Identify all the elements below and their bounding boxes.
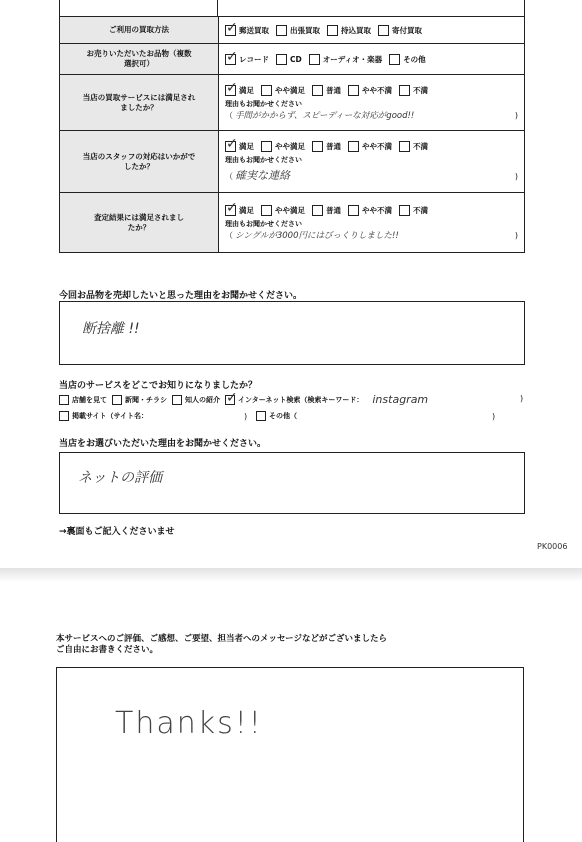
answer-cell [219, 193, 525, 253]
option-label: 普通 [326, 141, 341, 151]
option-label: 店舗を見て [72, 395, 107, 404]
option-label: 満足 [239, 205, 254, 215]
option-label: 不満 [413, 85, 428, 95]
checkbox[interactable] [261, 205, 272, 216]
option-other[interactable] [389, 54, 426, 65]
question-cell [60, 44, 219, 75]
checkbox[interactable] [225, 135, 238, 152]
reason-field[interactable] [225, 229, 518, 241]
close-paren: ) [514, 171, 518, 181]
option-label: 寄付買取 [392, 25, 422, 35]
how-found-row-1 [59, 389, 429, 406]
survey-row-purchase-method [60, 17, 525, 44]
search-keyword: instagram [372, 393, 429, 406]
options-group [225, 48, 518, 65]
checkbox[interactable] [59, 411, 69, 421]
question-text: ご利用の買取方法 [109, 25, 169, 34]
option-cd[interactable] [276, 54, 302, 65]
option-satisfied[interactable] [225, 79, 254, 96]
option-somewhat-dissatisfied[interactable] [348, 85, 392, 96]
checkbox[interactable] [348, 141, 359, 152]
option-label: 普通 [326, 85, 341, 95]
option-label: レコード [239, 54, 269, 64]
option-mochikomi[interactable] [327, 25, 371, 36]
checkbox[interactable] [312, 141, 323, 152]
checkbox[interactable] [225, 389, 238, 406]
reason-field[interactable] [225, 167, 518, 183]
survey-row-appraisal-satisfaction [60, 193, 525, 253]
question-text: 当店のスタッフの対応はいかがでしたか？ [82, 151, 196, 171]
option-label: インターネット検索（検索キーワード： [238, 395, 364, 404]
option-yuso[interactable] [225, 19, 269, 36]
option-referral[interactable] [172, 395, 220, 405]
page-code: PK0006 [537, 542, 568, 551]
option-satisfied[interactable] [225, 199, 254, 216]
option-label: CD [290, 54, 302, 64]
option-label: 知人の紹介 [185, 395, 220, 404]
see-back-note: →裏面もご記入くださいませ [59, 527, 175, 537]
free-comment-label-line-1: 本サービスへのご評価、ご感想、ご要望、担当者へのメッセージなどがございましたら [56, 634, 387, 644]
checkbox[interactable] [348, 205, 359, 216]
checkbox[interactable] [309, 54, 320, 65]
reason-label: 理由もお聞かせください [225, 99, 302, 108]
close-paren: ) [514, 110, 518, 120]
option-label: 不満 [413, 141, 428, 151]
option-label: 不満 [413, 205, 428, 215]
check-mark-icon: ✓ [226, 19, 238, 36]
question-cell [60, 17, 219, 44]
option-label: やや不満 [362, 205, 392, 215]
survey-row-items-sold [60, 44, 525, 75]
option-other[interactable] [256, 411, 297, 421]
question-cell [60, 193, 219, 253]
choose-reason-label: 当店をお選びいただいた理由をお聞かせください。 [59, 439, 267, 449]
option-label: やや満足 [275, 205, 305, 215]
reason-answer: 手間がかからず、スピーディーな対応がgood!! [235, 110, 415, 121]
checkbox[interactable] [312, 205, 323, 216]
question-text: お売りいただいたお品物（複数選択可） [86, 49, 192, 68]
check-mark-icon: ✓ [226, 389, 238, 406]
option-label: やや満足 [275, 141, 305, 151]
option-label: 新聞・チラシ [125, 395, 167, 404]
checkbox[interactable] [225, 199, 238, 216]
option-somewhat-satisfied[interactable] [261, 141, 305, 152]
survey-table [59, 16, 525, 253]
checkbox[interactable] [261, 141, 272, 152]
check-mark-icon: ✓ [226, 79, 238, 96]
option-label: その他（ [269, 412, 297, 420]
question-cell [60, 131, 219, 193]
checkbox[interactable] [399, 205, 410, 216]
option-dissatisfied[interactable] [399, 205, 428, 216]
survey-row-service-satisfaction [60, 75, 525, 131]
option-kifu[interactable] [378, 25, 422, 36]
checkbox[interactable] [399, 85, 410, 96]
checkbox[interactable] [172, 395, 182, 405]
option-label: 出張買取 [290, 25, 320, 35]
question-text: 当店の買取サービスには満足されましたか？ [82, 92, 196, 112]
free-comment-answer: Thanks!! [115, 706, 263, 741]
reason-label: 理由もお聞かせください [225, 219, 302, 228]
checkbox[interactable] [59, 395, 69, 405]
option-dissatisfied[interactable] [399, 141, 428, 152]
checkbox[interactable] [261, 85, 272, 96]
option-dissatisfied[interactable] [399, 85, 428, 96]
option-neutral[interactable] [312, 205, 341, 216]
option-label: その他 [403, 54, 426, 64]
survey-page-back [0, 582, 582, 835]
option-label: やや不満 [362, 85, 392, 95]
checkbox[interactable] [225, 79, 238, 96]
option-label: 持込買取 [341, 25, 371, 35]
how-found-label: 当店のサービスをどこでお知りになりましたか？ [59, 381, 258, 391]
option-label: 郵送買取 [239, 25, 269, 35]
free-comment-label [56, 634, 387, 656]
check-mark-icon: ✓ [226, 199, 238, 216]
answer-cell [219, 131, 525, 193]
open-paren: （ [225, 230, 233, 240]
option-listing-site[interactable] [59, 411, 148, 421]
option-label: 満足 [239, 141, 254, 151]
option-label: 満足 [239, 85, 254, 95]
open-paren: （ [225, 110, 233, 120]
checkbox[interactable] [348, 85, 359, 96]
option-store[interactable] [59, 395, 107, 405]
option-somewhat-satisfied[interactable] [261, 205, 305, 216]
checkbox[interactable] [399, 141, 410, 152]
reason-field[interactable] [225, 109, 518, 121]
page-separator [0, 568, 582, 582]
option-shutcho[interactable] [276, 25, 320, 36]
question-text: 査定結果には満足されましたか？ [94, 212, 184, 232]
question-cell [60, 75, 219, 131]
keyword-close-paren: ) [520, 394, 524, 403]
close-paren: ) [514, 230, 518, 240]
checkbox[interactable] [225, 48, 238, 65]
other-close-paren: ) [492, 412, 496, 421]
free-comment-label-line-2: ご自由にお書きください。 [56, 645, 159, 655]
option-satisfied[interactable] [225, 135, 254, 152]
option-somewhat-dissatisfied[interactable] [348, 205, 392, 216]
option-neutral[interactable] [312, 85, 341, 96]
choose-reason-box[interactable] [59, 452, 525, 514]
check-mark-icon: ✓ [226, 135, 238, 152]
checkbox[interactable] [112, 395, 122, 405]
option-newspaper[interactable] [112, 395, 167, 405]
reason-answer: シングルが3000円にはびっくりしました!! [235, 230, 399, 241]
option-label: 普通 [326, 205, 341, 215]
options-group [225, 79, 518, 96]
check-mark-icon: ✓ [226, 48, 238, 65]
reason-answer: 確実な連絡 [235, 168, 290, 182]
sell-reason-box[interactable] [59, 301, 525, 365]
option-label: 掲載サイト（サイト名： [72, 412, 149, 420]
open-paren: （ [225, 171, 233, 181]
option-record[interactable] [225, 48, 269, 65]
site-close-paren: ) [244, 412, 248, 421]
survey-row-staff-satisfaction [60, 131, 525, 193]
option-internet[interactable] [225, 389, 364, 406]
option-label: やや不満 [362, 141, 392, 151]
sell-reason-label: 今回お品物を売却したいと思った理由をお聞かせください。 [59, 291, 303, 301]
options-group [225, 19, 518, 36]
options-group [225, 199, 518, 216]
option-somewhat-satisfied[interactable] [261, 85, 305, 96]
checkbox[interactable] [276, 25, 287, 36]
free-comment-box[interactable] [56, 667, 524, 842]
checkbox[interactable] [389, 54, 400, 65]
how-found-row-2 [59, 411, 153, 421]
option-audio[interactable] [309, 54, 382, 65]
option-label: オーディオ・楽器 [322, 54, 383, 64]
sell-reason-answer: 断捨離 !! [82, 321, 140, 337]
answer-cell [219, 75, 525, 131]
answer-cell [219, 44, 525, 75]
answer-cell [219, 17, 525, 44]
checkbox[interactable] [327, 25, 338, 36]
reason-label: 理由もお聞かせください [225, 155, 302, 164]
checkbox[interactable] [225, 19, 238, 36]
option-somewhat-dissatisfied[interactable] [348, 141, 392, 152]
how-found-row-2-other [256, 411, 302, 421]
options-group [225, 135, 518, 152]
option-label: やや満足 [275, 85, 305, 95]
checkbox[interactable] [378, 25, 389, 36]
checkbox[interactable] [256, 411, 266, 421]
checkbox[interactable] [312, 85, 323, 96]
previous-row-stub [59, 0, 525, 16]
checkbox[interactable] [276, 54, 287, 65]
option-neutral[interactable] [312, 141, 341, 152]
choose-reason-answer: ネットの評価 [78, 470, 162, 486]
